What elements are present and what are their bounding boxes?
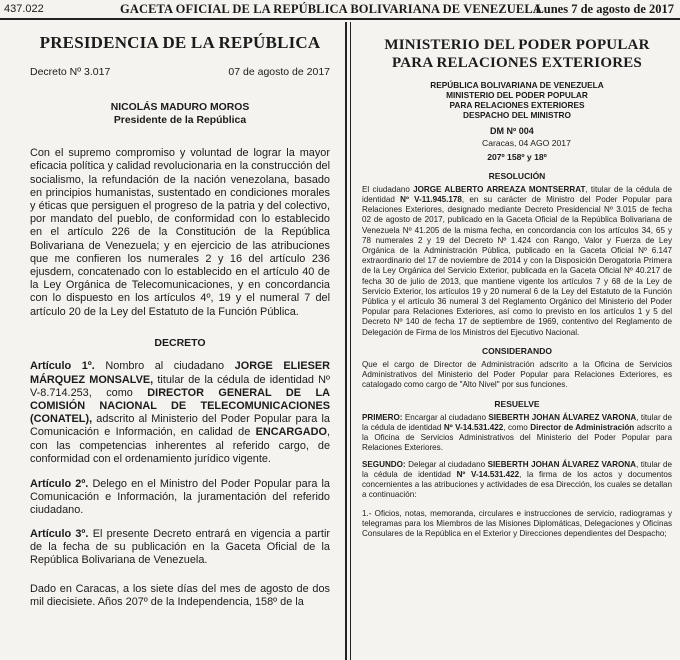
primero-text <box>362 413 672 454</box>
resolucion-text-a: El ciudadano <box>362 184 414 194</box>
left-column <box>30 33 331 610</box>
column-divider <box>345 22 347 660</box>
article-1-encargado: ENCARGADO <box>255 426 327 439</box>
article-3-label: Artículo 3º. <box>30 527 89 540</box>
letterhead-line-3: PARA RELACIONES EXTERIORES <box>449 100 585 110</box>
article-2-label: Artículo 2º. <box>30 478 89 491</box>
resuelve-heading: RESUELVE <box>494 398 540 409</box>
article-1-text-c: adscrito al Ministerio del Poder Popular para la Comunicación e Información, en calidad de <box>30 413 330 439</box>
right-org-title: MINISTERIO DEL PODER POPULAR PARA RELACIONES EXTERIORES <box>384 37 650 71</box>
place-date: Caracas, 04 AGO 2017 <box>482 138 571 149</box>
gazette-header <box>0 0 680 20</box>
primero-text-b: , titular de la cédula de identidad <box>362 412 672 433</box>
article-1-post: DIRECTOR GENERAL DE LA COMISIÓN NACIONAL DE TELECOMUNICACIONES (CONATEL), <box>30 386 331 426</box>
article-1-label: Artículo 1º. <box>30 360 95 373</box>
article-3 <box>30 528 330 568</box>
resolucion-text <box>362 185 672 338</box>
left-org-title: PRESIDENCIA DE LA REPÚBLICA <box>39 33 321 52</box>
years-line: 207º 158º y 18º <box>487 152 547 163</box>
article-1-text-b: titular de la cédula de identidad Nº V-8.714.253, como <box>30 373 331 399</box>
column-divider-inner <box>350 22 351 660</box>
signer-block <box>30 101 330 127</box>
article-2-text: Delego en el Ministro del Poder Popular para la Comunicación e Información, la juramentación del referido ciudadano. <box>30 478 330 517</box>
resolucion-text-c: , en su carácter de Ministro del Poder Popular para Relaciones Exteriores, designado mediante Decreto Presidencial Nº 3.015 de fecha 02 de agosto de 2017, publicado en la Gaceta Oficial de la República Bolivariana de Venezuela Nº 41.205 de la misma fecha, en concordancia con los artículos 34, 65 y 78 numerales 2 y 19 del Decreto Nº 1.424 con Rango, Valor y Fuerza de Ley Orgánica de la Administración Pública, publicado en la Gaceta Oficial Nº 6.147 extraordinario del 17 de noviembre de 2014 y con la Disposición Derogatoria Primera de la Ley Orgánica del Servicio Exterior, publicada en la Gaceta Oficial Nº 40.217 de fecha 30 de julio de 2013, que mantiene vigente los artículos 7 y 68 de la Ley de Servicio Exterior, los artículos 19 y 20 numeral 6 de la Ley del Estatuto de la Función Pública y el artículo 36 numeral 3 del Reglamento Orgánico del Ministerio del Poder Popular para Relaciones Exteriores, así como lo previsto en los artículos 1 y 5 del Decreto Nº 140 de fecha 17 de septiembre de 1969, contentivo del Reglamento de Delegación de Firma de los Ministros del Ejecutivo Nacional. <box>362 195 672 337</box>
decreto-heading: DECRETO <box>154 336 206 349</box>
gazette-title: GACETA OFICIAL DE LA REPÚBLICA BOLIVARIANA DE VENEZUELA <box>120 2 542 16</box>
resolucion-heading: RESOLUCIÓN <box>488 170 546 181</box>
segundo-text-c: , la firma de los actos y documentos concernientes a las atribuciones y actividades de esa Dirección, los cuales se detallan a continuación: <box>362 469 672 500</box>
primero-text-d: adscrito a la Oficina de Servicios Administrativos del Ministerio del Poder Popular para Relaciones Exteriores. <box>362 423 672 453</box>
segundo-text-a: Delegar al ciudadano <box>405 459 488 469</box>
considerando-heading: CONSIDERANDO <box>482 345 552 356</box>
considerando-text: Que el cargo de Director de Administración adscrito a la Oficina de Servicios Administrativos del Ministerio del Poder Popular para Relaciones Exteriores, es catalogado como cargo de "Alto Nivel" por sus funciones. <box>362 360 672 390</box>
resolucion-name: JORGE ALBERTO ARREAZA MONTSERRAT <box>413 184 586 194</box>
primero-label: PRIMERO: <box>362 412 403 422</box>
letterhead-block <box>362 80 672 120</box>
article-1-text-d: , con las competencias inherentes al referido cargo, de conformidad con el ordenamiento jurídico vigente. <box>30 426 330 465</box>
letterhead-line-1: REPÚBLICA BOLIVARIANA DE VENEZUELA <box>430 80 604 90</box>
dm-number: DM Nº 004 <box>490 126 534 136</box>
article-1-text-a: Nombro al ciudadano <box>94 360 235 373</box>
letterhead-line-2: MINISTERIO DEL PODER POPULAR <box>446 90 588 100</box>
right-column <box>362 36 672 539</box>
decree-number: Decreto Nº 3.017 <box>30 65 111 78</box>
decree-date: 07 de agosto de 2017 <box>228 65 330 78</box>
signer-name: NICOLÁS MADURO MOROS <box>110 102 250 114</box>
article-2 <box>30 478 330 518</box>
segundo-text <box>362 460 672 501</box>
resolucion-text-b: , titular de la cédula de identidad <box>362 184 672 205</box>
primero-text-a: Encargar al ciudadano <box>402 412 489 422</box>
primero-id: Nº V-14.531.422 <box>443 423 504 433</box>
gazette-date: Lunes 7 de agosto de 2017 <box>535 2 674 16</box>
item-1: 1.- Oficios, notas, memoranda, circulares e instrucciones de servicio, radiogramas y telegramas para los Miembros de las Misiones Diplomáticas, Delegaciones y Oficinas Consulares de la República en el Exterior y Direcciones dependientes del Despacho; <box>362 508 672 538</box>
article-1-name: JORGE ELIESER MÁRQUEZ MONSALVE, <box>30 360 330 386</box>
primero-name: SIEBERTH JOHAN ÁLVAREZ VARONA <box>488 412 637 422</box>
segundo-text-b: , titular de la cédula de identidad <box>362 459 672 479</box>
preamble: Con el supremo compromiso y voluntad de lograr la mayor eficacia política y calidad revolucionaria en la construcción del socialismo, la refundación de la nación venezolana, basado en principios humanistas, sustentado en condiciones morales y éticas que persiguen el progreso de la patria y del colectivo, por mandato del pueblo, de conformidad con lo establecido en el artículo 226 de la Constitución de la República Bolivariana de Venezuela; y en ejercicio de las atribuciones que me confieren los numerales 2 y 16 del artículo 236 ejusdem, concatenado con lo establecido en el artículo 40 de la Ley Orgánica de Telecomunicaciones, y en concordancia con lo dispuesto en los artículos 4º, 19 y el numeral 7 del artículo 20 de la Ley del Estatuto de la Función Pública. <box>30 147 330 318</box>
article-3-text: El presente Decreto entrará en vigencia a partir de la fecha de su publicación en la Gaceta Oficial de la República Bolivariana de Venezuela. <box>30 527 330 567</box>
segundo-label: SEGUNDO: <box>362 459 406 469</box>
signer-role: Presidente de la República <box>113 115 247 127</box>
article-1 <box>30 360 330 466</box>
segundo-id: Nº V-14.531.422 <box>456 469 520 479</box>
resolucion-id: Nº V-11.945.178 <box>400 195 462 205</box>
gazette-number: 437.022 <box>4 3 44 15</box>
primero-text-c: , como <box>503 423 531 433</box>
letterhead-line-4: DESPACHO DEL MINISTRO <box>462 110 572 120</box>
closing-text: Dado en Caracas, a los siete días del mes de agosto de dos mil diecisiete. Años 207º de la Independencia, 158º de la <box>30 583 330 609</box>
decree-row <box>30 66 330 80</box>
primero-post: Director de Administración <box>530 423 635 433</box>
segundo-name: SIEBERTH JOHAN ÁLVAREZ VARONA <box>487 459 636 469</box>
